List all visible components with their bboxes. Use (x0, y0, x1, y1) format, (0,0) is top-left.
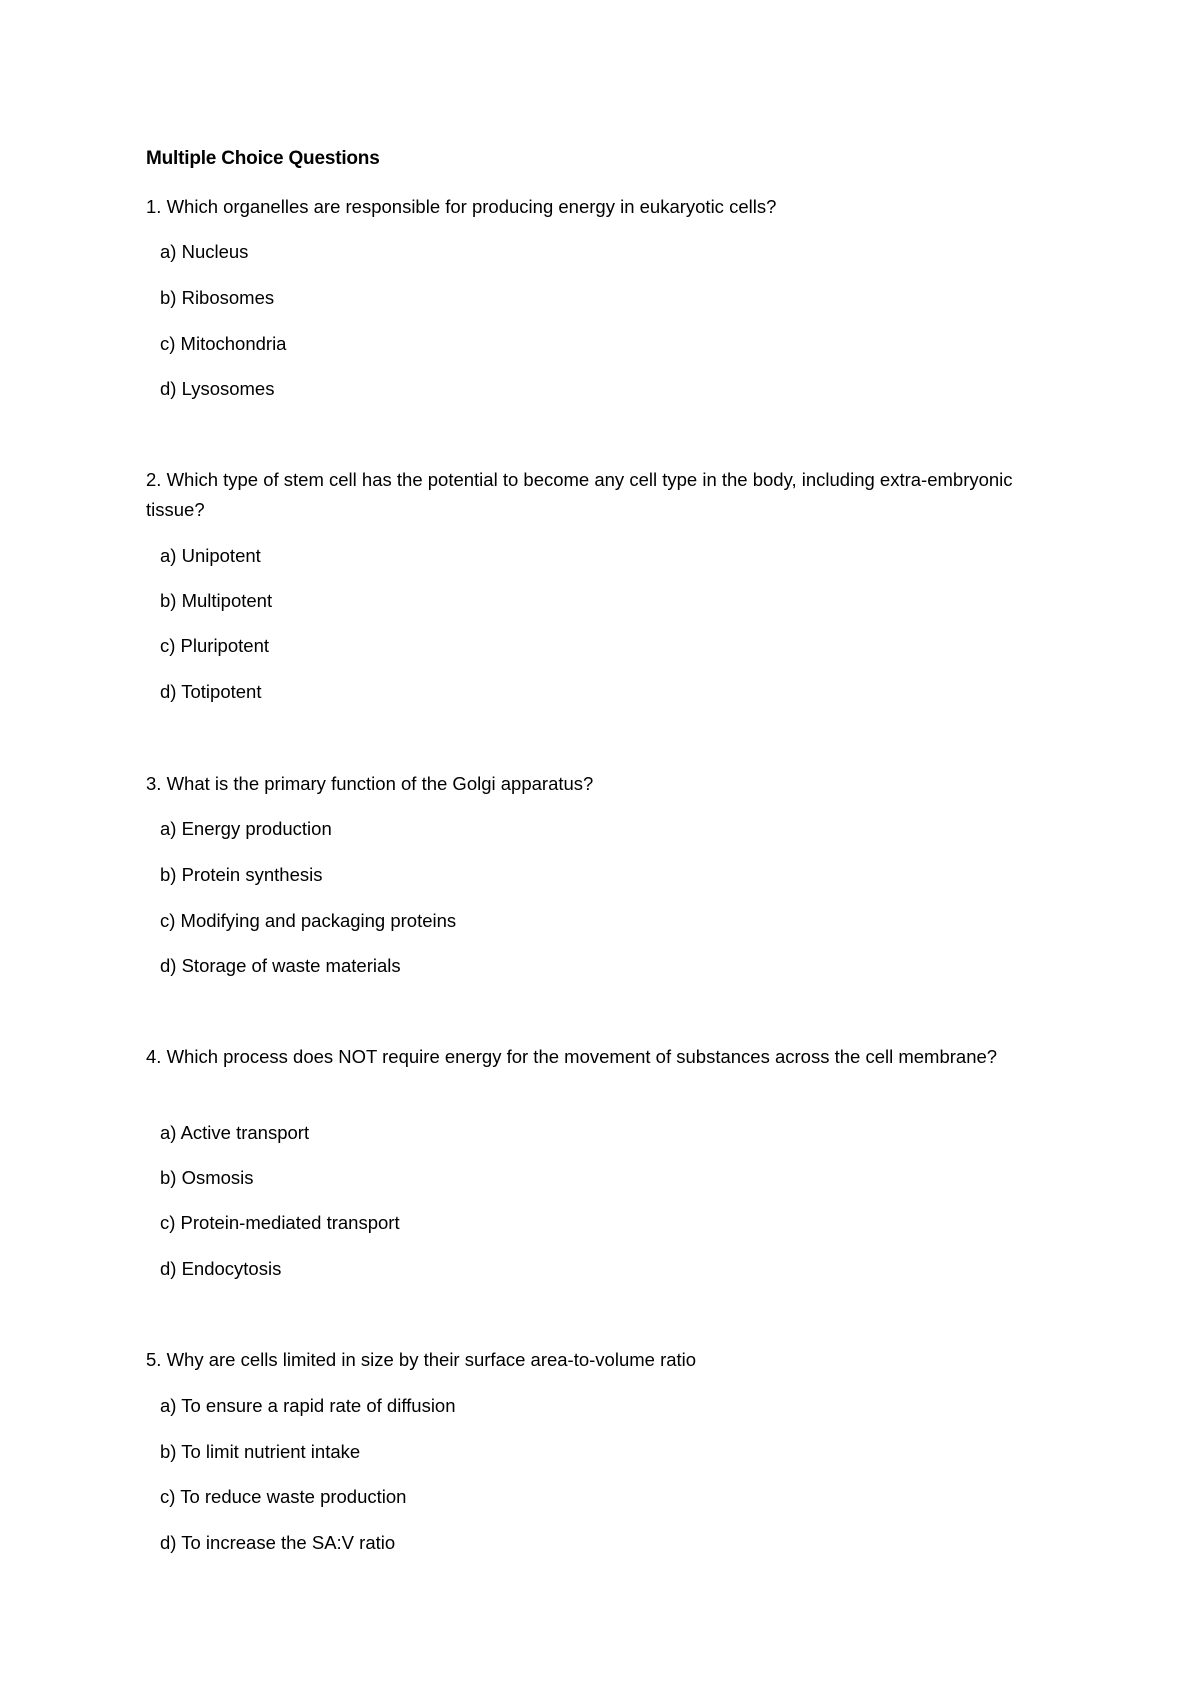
question-1-option-d: d) Lysosomes (160, 378, 275, 399)
question-5-option-a: a) To ensure a rapid rate of diffusion (160, 1395, 456, 1416)
question-number: 5. (146, 1349, 162, 1370)
question-3-option-c: c) Modifying and packaging proteins (160, 910, 457, 931)
question-3-option-b: b) Protein synthesis (160, 864, 323, 885)
question-1 (146, 192, 1046, 222)
question-5-option-c: c) To reduce waste production (160, 1486, 407, 1507)
question-1-option-c: c) Mitochondria (160, 333, 287, 354)
question-5 (146, 1345, 1046, 1375)
question-1-option-a: a) Nucleus (160, 241, 249, 262)
question-3 (146, 769, 1046, 799)
question-3-option-d: d) Storage of waste materials (160, 955, 401, 976)
question-number: 3. (146, 773, 162, 794)
page-title: Multiple Choice Questions (146, 148, 380, 169)
question-2 (146, 465, 1046, 525)
question-4-option-c: c) Protein-mediated transport (160, 1212, 400, 1233)
question-1-option-b: b) Ribosomes (160, 287, 275, 308)
question-text: What is the primary function of the Golgi apparatus? (166, 773, 594, 794)
question-2-option-d: d) Totipotent (160, 681, 262, 702)
question-text: Which type of stem cell has the potential to become any cell type in the body, including extra-embryonic tissue? (146, 469, 1013, 520)
question-2-option-b: b) Multipotent (160, 590, 273, 611)
question-2-option-c: c) Pluripotent (160, 635, 269, 656)
question-2-option-a: a) Unipotent (160, 545, 261, 566)
question-text: Which process does NOT require energy for the movement of substances across the cell membrane? (166, 1046, 998, 1067)
question-text: Which organelles are responsible for producing energy in eukaryotic cells? (161, 196, 777, 217)
question-3-option-a: a) Energy production (160, 818, 332, 839)
question-5-option-b: b) To limit nutrient intake (160, 1441, 361, 1462)
question-4-option-a: a) Active transport (160, 1122, 310, 1143)
question-4 (146, 1042, 1046, 1072)
question-number: 4. (146, 1046, 162, 1067)
question-4-option-d: d) Endocytosis (160, 1258, 282, 1279)
question-5-option-d: d) To increase the SA:V ratio (160, 1532, 396, 1553)
question-text: Why are cells limited in size by their surface area-to-volume ratio (166, 1349, 697, 1370)
question-number: 2. (146, 469, 162, 490)
question-number: 1. (146, 196, 162, 217)
question-4-option-b: b) Osmosis (160, 1167, 254, 1188)
